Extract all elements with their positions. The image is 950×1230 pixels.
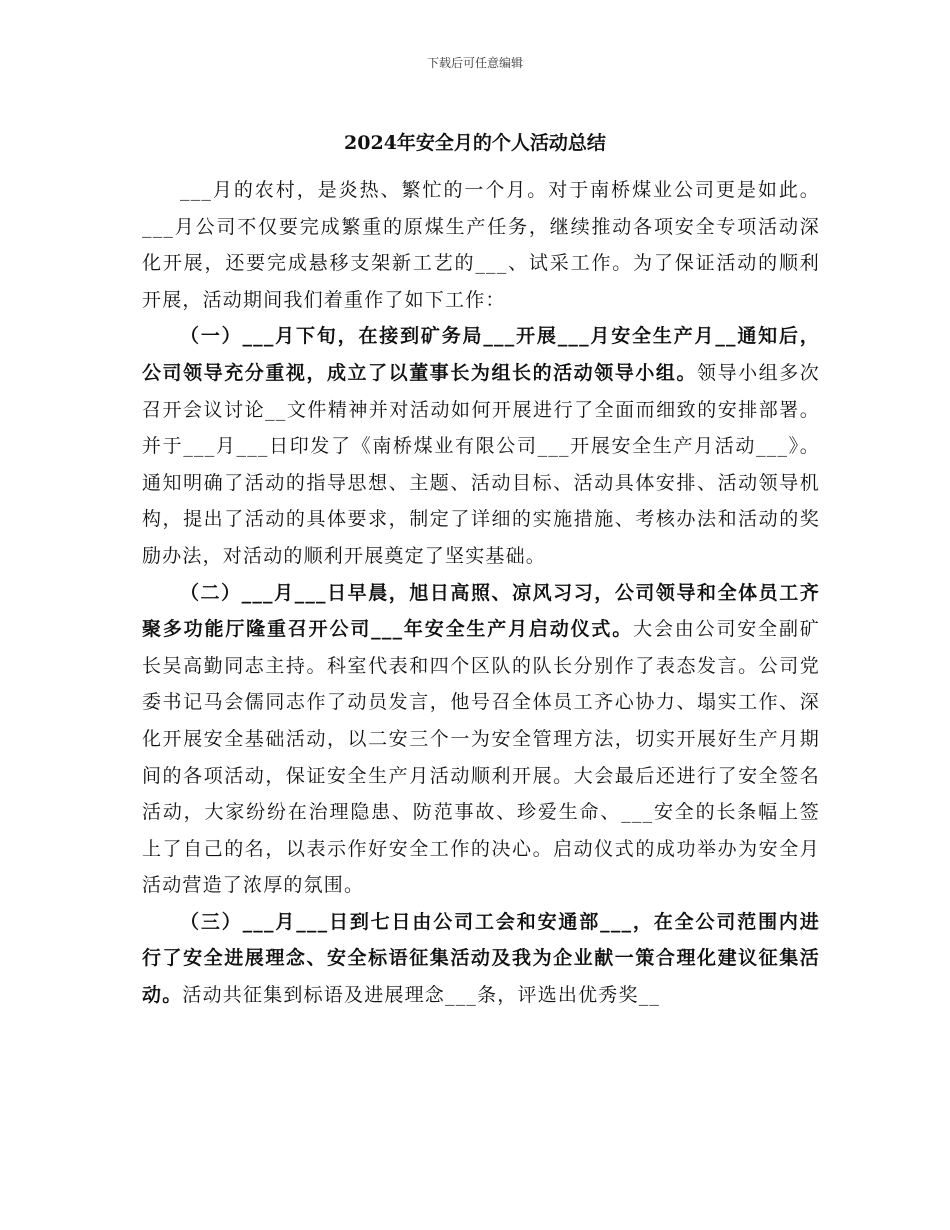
page-header: 下载后可任意编辑 <box>426 56 523 70</box>
paragraph-section-3 <box>142 904 820 1014</box>
paragraph-lead-bold: （二）___月___日早晨，旭日高照、凉风习习，公司领导和全体员工齐聚多功能厅隆重召开公司___年安全生产月启动仪式。 <box>142 581 820 641</box>
paragraph-text: 大会由公司安全副矿长吴高勤同志主持。科室代表和四个区队的队长分别作了表态发言。公司党委书记马会儒同志作了动员发言，他号召全体员工齐心协力、塌实工作、深化开展安全基础活动，以二安三个一为安全管理方法，切实开展好生产月期间的各项活动，保证安全生产月活动顺利开展。大会最后还进行了安全签名活动，大家纷纷在治理隐患、防范事故、珍爱生命、___安全的长条幅上签上了自己的名，以表示作好安全工作的决心。启动仪式的成功举办为安全月活动营造了浓厚的氛围。 <box>142 618 820 897</box>
paragraph-section-2 <box>142 575 820 904</box>
paragraph-section-1 <box>142 318 820 574</box>
paragraph-text: 领导小组多次召开会议讨论__文件精神并对活动如何开展进行了全面而细致的安排部署。并于___月___日印发了《南桥煤业有限公司___开展安全生产月活动___》。通知明确了活动的指导思想、主题、活动目标、活动具体安排、活动领导机构，提出了活动的具体要求，制定了详细的实施措施、考核办法和活动的奖励办法，对活动的顺利开展奠定了坚实基础。 <box>142 361 820 567</box>
document-title: 2024年安全月的个人活动总结 <box>344 132 606 154</box>
paragraph-lead-bold: （三）___月___日到七日由公司工会和安通部___，在全公司范围内进行了安全进展理念、安全标语征集活动及我为企业献一策合理化建议征集活动。 <box>142 910 820 1007</box>
paragraph-lead-bold: （一）___月下旬，在接到矿务局___开展___月安全生产月__通知后，公司领导充分重视，成立了以董事长为组长的活动领导小组。 <box>142 325 820 384</box>
paragraph-intro <box>142 172 820 318</box>
paragraph-text: ___月的农村，是炎热、繁忙的一个月。对于南桥煤业公司更是如此。___月公司不仅要完成繁重的原煤生产任务，继续推动各项安全专项活动深化开展，还要完成悬移支架新工艺的___、试采工作。为了保证活动的顺利开展，活动期间我们着重作了如下工作： <box>142 179 820 311</box>
document-body <box>142 172 820 1014</box>
paragraph-text: 活动共征集到标语及进展理念___条，评选出优秀奖__ <box>182 984 661 1007</box>
